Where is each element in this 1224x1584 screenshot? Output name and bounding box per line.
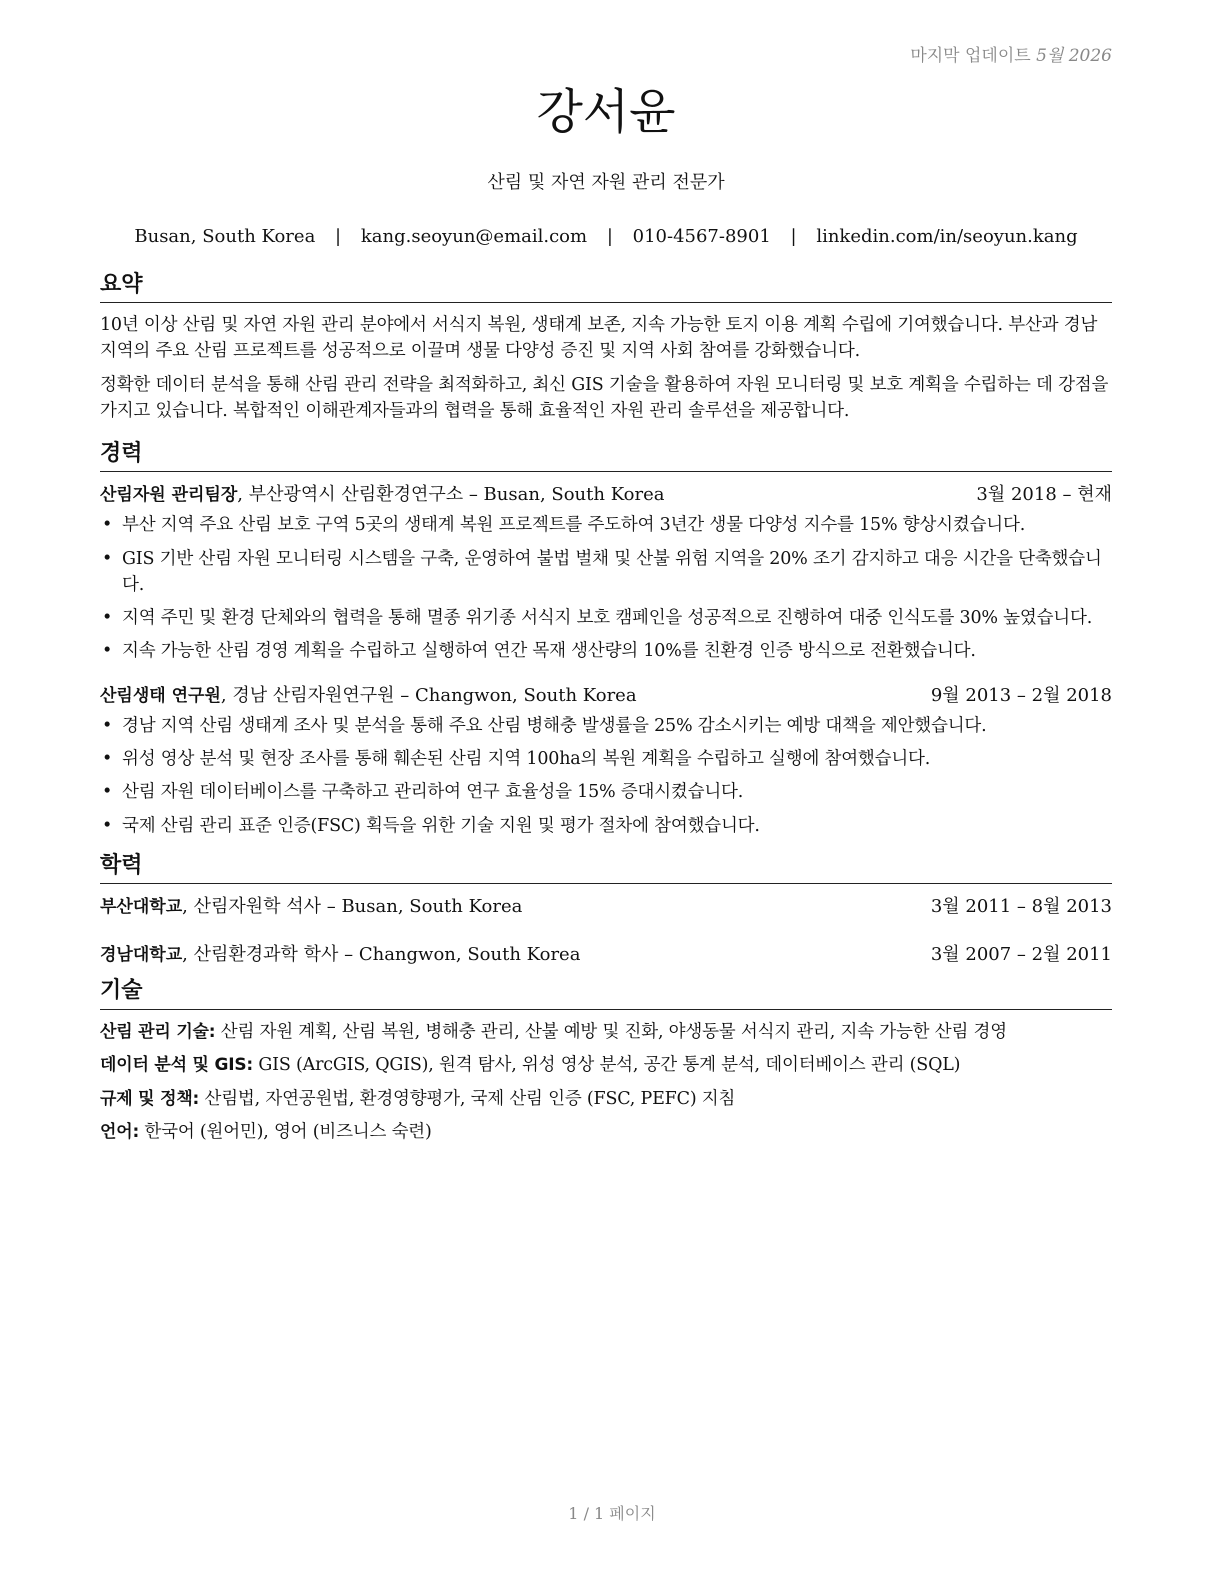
skill-line xyxy=(100,1120,1112,1145)
entry-header xyxy=(100,482,1112,508)
skill-value: GIS (ArcGIS, QGIS), 원격 탐사, 위성 영상 분석, 공간 통계 분석, 데이터베이스 관리 (SQL) xyxy=(253,1055,961,1076)
contact-linkedin[interactable]: linkedin.com/in/seoyun.kang xyxy=(816,226,1078,247)
skill-label: 규제 및 정책: xyxy=(100,1088,200,1109)
resume-page xyxy=(100,0,1112,1584)
summary-paragraph: 10년 이상 산림 및 자연 자원 관리 분야에서 서식지 복원, 생태계 보존, 지속 가능한 토지 이용 계획 수립에 기여했습니다. 부산과 경남 지역의 주요 산림 프로젝트를 성공적으로 이끌며 생물 다양성 증진 및 지역 사회 참여를 강화했습니다. xyxy=(100,315,1098,362)
skill-line xyxy=(100,1020,1112,1045)
skill-line xyxy=(100,1087,1112,1112)
list-item: • 국제 산림 관리 표준 인증(FSC) 획득을 위한 기술 지원 및 평가 절차에 참여했습니다. xyxy=(100,813,1112,839)
summary-section xyxy=(100,272,1112,425)
separator: | xyxy=(790,226,797,247)
employer: , 경남 산림자원연구원 – Changwon, South Korea xyxy=(220,684,637,706)
last-updated xyxy=(910,44,1112,69)
bullet-icon: • xyxy=(102,715,113,736)
experience-entry xyxy=(100,683,1112,839)
section-title-experience: 경력 xyxy=(100,441,1112,472)
bullet-icon: • xyxy=(102,749,113,770)
education-entry xyxy=(100,894,1112,920)
section-title-education: 학력 xyxy=(100,853,1112,884)
job-dates: 9월 2013 – 2월 2018 xyxy=(930,684,1112,706)
experience-entry xyxy=(100,482,1112,664)
separator: | xyxy=(606,226,613,247)
section-title-skills: 기술 xyxy=(100,978,1112,1009)
list-item: • 지역 주민 및 환경 단체와의 협력을 통해 멸종 위기종 서식지 보호 캠페인을 성공적으로 진행하여 대중 인식도를 30% 높였습니다. xyxy=(100,605,1112,631)
last-updated-label: 마지막 업데이트 xyxy=(910,46,1031,66)
bullet-icon: • xyxy=(102,608,113,629)
bullet-icon: • xyxy=(102,641,113,662)
job-dates: 3월 2018 – 현재 xyxy=(976,484,1112,506)
contact-email[interactable]: kang.seoyun@email.com xyxy=(360,226,588,247)
resume-content xyxy=(100,272,1112,1161)
skill-value: 한국어 (원어민), 영어 (비즈니스 숙련) xyxy=(139,1121,432,1142)
headline: 산림 및 자연 자원 관리 전문가 xyxy=(487,172,725,193)
section-title-summary: 요약 xyxy=(100,272,1112,303)
bullet-icon: • xyxy=(102,815,113,836)
skill-label: 산림 관리 기술: xyxy=(100,1021,216,1042)
list-item: • 산림 자원 데이터베이스를 구축하고 관리하여 연구 효율성을 15% 증대시켰습니다. xyxy=(100,779,1112,805)
last-updated-date: 5월 2026 xyxy=(1036,46,1112,66)
bullet-icon: • xyxy=(102,782,113,803)
school-name: 부산대학교 xyxy=(100,897,183,918)
page-number: 1 / 1 페이지 xyxy=(568,1504,656,1523)
job-title: 산림자원 관리팀장 xyxy=(100,485,238,506)
bullet-icon: • xyxy=(102,515,113,536)
degree: , 산림자원학 석사 – Busan, South Korea xyxy=(182,896,523,918)
contact-location: Busan, South Korea xyxy=(134,226,316,247)
education-entry xyxy=(100,942,1112,968)
bullet-icon: • xyxy=(102,548,113,569)
employer: , 부산광역시 산림환경연구소 – Busan, South Korea xyxy=(237,484,665,506)
bullet-list xyxy=(100,713,1112,839)
summary-paragraph: 정확한 데이터 분석을 통해 산림 관리 전략을 최적화하고, 최신 GIS 기술을 활용하여 자원 모니터링 및 보호 계획을 수립하는 데 강점을 가지고 있습니다. 복합적인 이해관계자들과의 협력을 통해 효율적인 자원 관리 솔루션을 제공합니다. xyxy=(100,375,1109,422)
school-name: 경남대학교 xyxy=(100,945,183,966)
experience-section xyxy=(100,441,1112,839)
person-name: 강서윤 xyxy=(536,84,676,140)
contact-phone: 010-4567-8901 xyxy=(632,226,771,247)
list-item: • 위성 영상 분석 및 현장 조사를 통해 훼손된 산림 지역 100ha의 복원 계획을 수립하고 실행에 참여했습니다. xyxy=(100,746,1112,772)
list-item: • 부산 지역 주요 산림 보호 구역 5곳의 생태계 복원 프로젝트를 주도하여 3년간 생물 다양성 지수를 15% 향상시켰습니다. xyxy=(100,512,1112,538)
education-dates: 3월 2011 – 8월 2013 xyxy=(930,896,1112,918)
job-title: 산림생태 연구원 xyxy=(100,685,221,706)
bullet-list xyxy=(100,512,1112,664)
list-item: • 지속 가능한 산림 경영 계획을 수립하고 실행하여 연간 목재 생산량의 10%를 친환경 인증 방식으로 전환했습니다. xyxy=(100,638,1112,664)
list-item: • 경남 지역 산림 생태계 조사 및 분석을 통해 주요 산림 병해충 발생률을 25% 감소시키는 예방 대책을 제안했습니다. xyxy=(100,713,1112,739)
skill-label: 언어: xyxy=(100,1121,140,1142)
list-item: • GIS 기반 산림 자원 모니터링 시스템을 구축, 운영하여 불법 벌채 및 산불 위험 지역을 20% 조기 감지하고 대응 시간을 단축했습니다. xyxy=(100,546,1112,599)
contact-line xyxy=(100,224,1112,250)
skill-value: 산림 자원 계획, 산림 복원, 병해충 관리, 산불 예방 및 진화, 야생동물 서식지 관리, 지속 가능한 산림 경영 xyxy=(215,1021,1007,1042)
skills-section xyxy=(100,978,1112,1145)
separator: | xyxy=(335,226,342,247)
skill-line xyxy=(100,1053,1112,1078)
entry-header xyxy=(100,683,1112,709)
skill-value: 산림법, 자연공원법, 환경영향평가, 국제 산림 인증 (FSC, PEFC) 지침 xyxy=(199,1088,736,1109)
skill-label: 데이터 분석 및 GIS: xyxy=(100,1055,254,1076)
education-section xyxy=(100,853,1112,969)
education-dates: 3월 2007 – 2월 2011 xyxy=(930,944,1112,966)
degree: , 산림환경과학 학사 – Changwon, South Korea xyxy=(182,944,581,966)
